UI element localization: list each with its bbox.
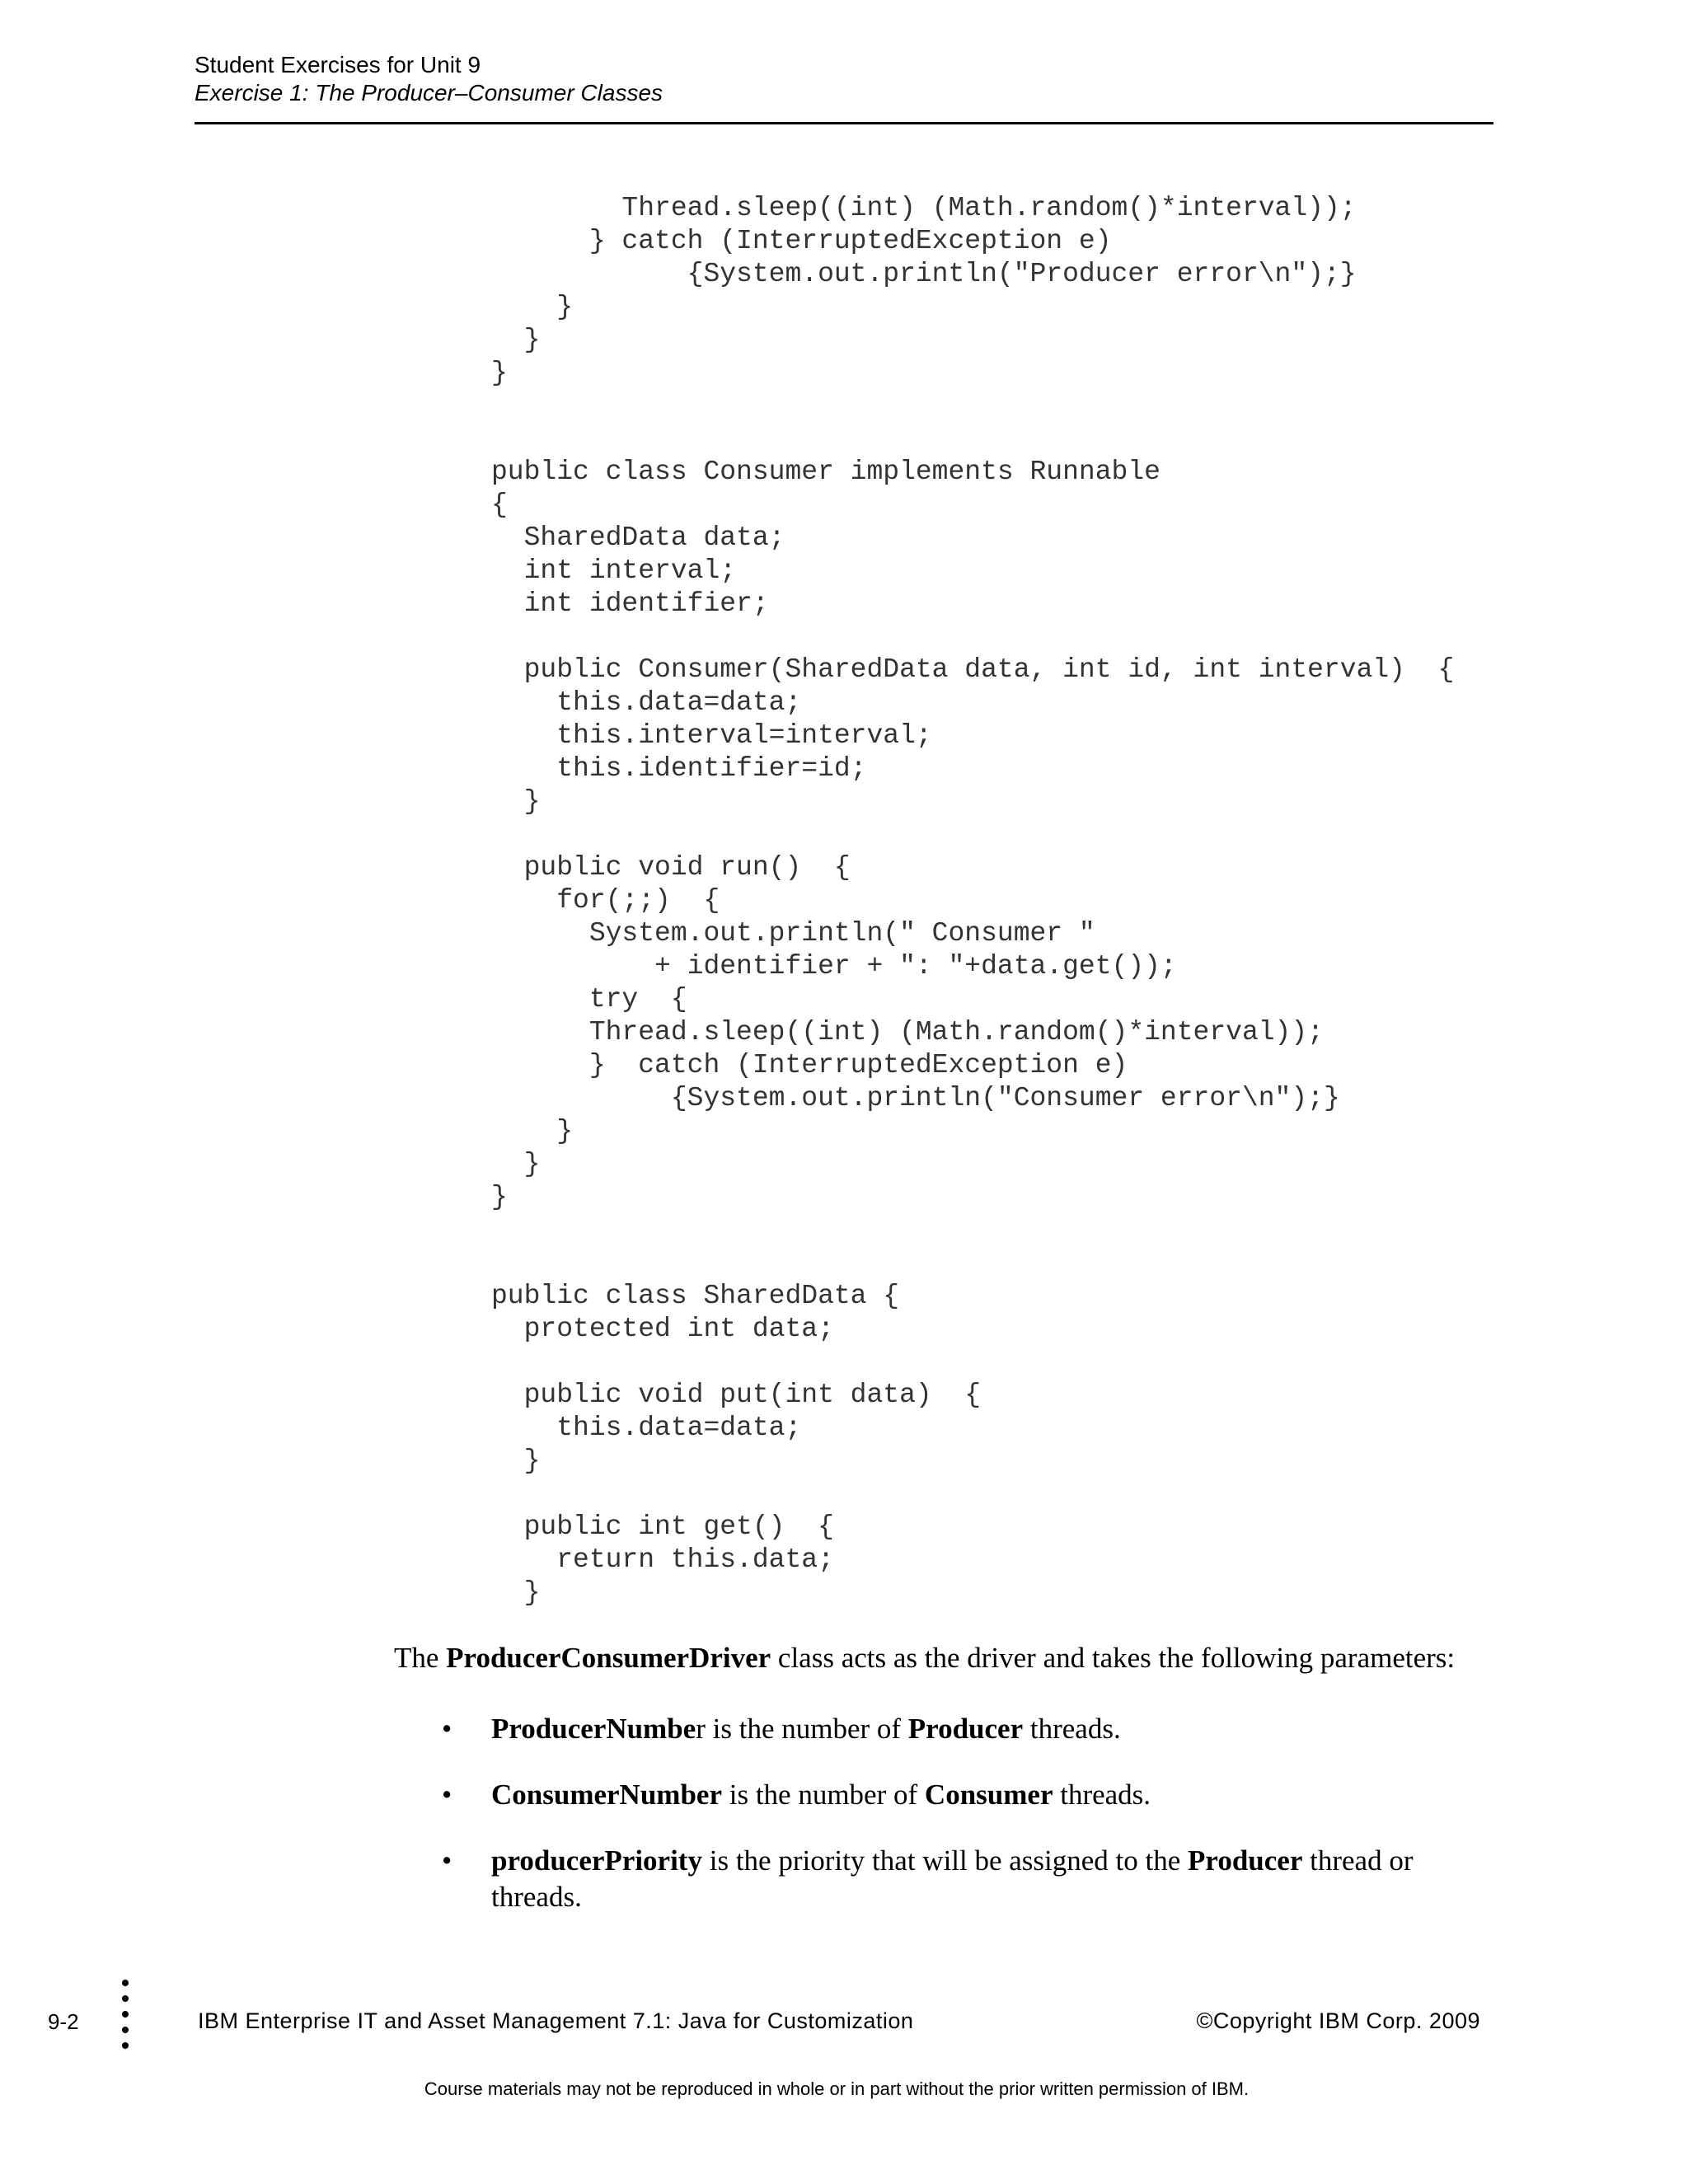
code-line	[491, 1247, 1454, 1280]
running-header	[195, 51, 1493, 107]
code-line	[491, 1214, 1454, 1247]
code-line: this.identifier=id;	[491, 753, 867, 784]
code-line: }	[491, 1577, 541, 1608]
code-line: }	[491, 358, 508, 388]
code-line: this.interval=interval;	[491, 720, 932, 751]
parameter-text-end: thread or threads.	[491, 1844, 1414, 1913]
code-line: Thread.sleep((int) (Math.random()*interval));	[491, 1017, 1324, 1047]
bullet-icon: •	[442, 1713, 452, 1745]
class-name: Producer	[907, 1713, 1024, 1745]
code-line: public int get() {	[491, 1511, 834, 1542]
code-line: }	[491, 1149, 541, 1179]
bullet-icon: •	[442, 1844, 452, 1877]
code-line: this.data=data;	[491, 687, 802, 718]
parameter-name: ConsumerNumber	[491, 1779, 722, 1811]
code-line: public Consumer(SharedData data, int id, int interval) {	[491, 654, 1455, 685]
body-text	[394, 1640, 1465, 1945]
list-item	[394, 1777, 1465, 1813]
code-line: return this.data;	[491, 1544, 834, 1575]
code-line: System.out.println(" Consumer "	[491, 918, 1095, 949]
intro-paragraph	[394, 1640, 1465, 1676]
footer-course-title: IBM Enterprise IT and Asset Management 7.1: Java for Customization	[198, 2008, 914, 2033]
code-line: }	[491, 1116, 574, 1146]
code-line	[491, 1478, 1454, 1511]
code-line: }	[491, 1446, 541, 1476]
header-unit-title: Student Exercises for Unit 9	[195, 52, 481, 77]
code-line: {System.out.println("Consumer error\n");}	[491, 1083, 1340, 1113]
code-line: } catch (InterruptedException e)	[491, 226, 1112, 256]
code-listing	[491, 192, 1454, 1610]
driver-class-name: ProducerConsumerDriver	[446, 1642, 771, 1674]
parameter-name: producerPriority	[491, 1844, 702, 1877]
code-line: for(;;) {	[491, 885, 720, 916]
code-line: protected int data;	[491, 1314, 834, 1344]
code-line: this.data=data;	[491, 1413, 802, 1443]
code-line: public class SharedData {	[491, 1281, 900, 1311]
code-line: try {	[491, 984, 687, 1015]
intro-text-start: The	[394, 1642, 447, 1674]
code-line: {	[491, 490, 508, 520]
header-exercise-title: Exercise 1: The Producer–Consumer Classes	[195, 80, 663, 105]
list-item	[394, 1711, 1465, 1747]
code-line	[491, 818, 1454, 851]
code-line	[491, 621, 1454, 654]
page-number: 9-2	[48, 2009, 79, 2034]
code-line: }	[491, 325, 541, 355]
code-line: }	[491, 786, 541, 817]
intro-text-end: class acts as the driver and takes the following parameters:	[771, 1642, 1456, 1674]
code-line: + identifier + ": "+data.get());	[491, 951, 1177, 982]
footer-disclaimer: Course materials may not be reproduced in whole or in part without the prior written permission of IBM.	[424, 2079, 1250, 2099]
footer-copyright: ©Copyright IBM Corp. 2009	[1196, 2008, 1480, 2033]
code-line: SharedData data;	[491, 523, 785, 553]
class-name: Producer	[1188, 1844, 1303, 1877]
code-line: public class Consumer implements Runnable	[491, 457, 1160, 487]
code-line: public void run() {	[491, 852, 851, 883]
code-line: }	[491, 1182, 508, 1212]
code-line: int interval;	[491, 555, 737, 586]
code-line: }	[491, 292, 574, 322]
code-line: int identifier;	[491, 588, 769, 619]
parameter-text: r is the number of	[696, 1713, 908, 1745]
parameter-text-end: threads.	[1023, 1713, 1121, 1745]
parameter-text: is the priority that will be assigned to the	[701, 1844, 1189, 1877]
class-name: Consumer	[924, 1779, 1053, 1811]
dotted-divider-icon	[122, 1980, 130, 2058]
header-divider	[195, 122, 1493, 124]
parameter-text-end: threads.	[1053, 1779, 1151, 1811]
code-line	[491, 390, 1454, 423]
code-line: {System.out.println("Producer error\n");}	[491, 259, 1357, 289]
bullet-icon: •	[442, 1779, 452, 1811]
parameter-name: ProducerNumbe	[491, 1713, 696, 1745]
code-line: Thread.sleep((int) (Math.random()*interval));	[491, 193, 1357, 223]
code-line	[491, 423, 1454, 456]
parameter-list	[394, 1711, 1465, 1915]
list-item	[394, 1843, 1465, 1915]
code-line: public void put(int data) {	[491, 1380, 982, 1410]
code-line	[491, 1346, 1454, 1379]
parameter-text: is the number of	[721, 1779, 925, 1811]
code-line: } catch (InterruptedException e)	[491, 1050, 1128, 1080]
